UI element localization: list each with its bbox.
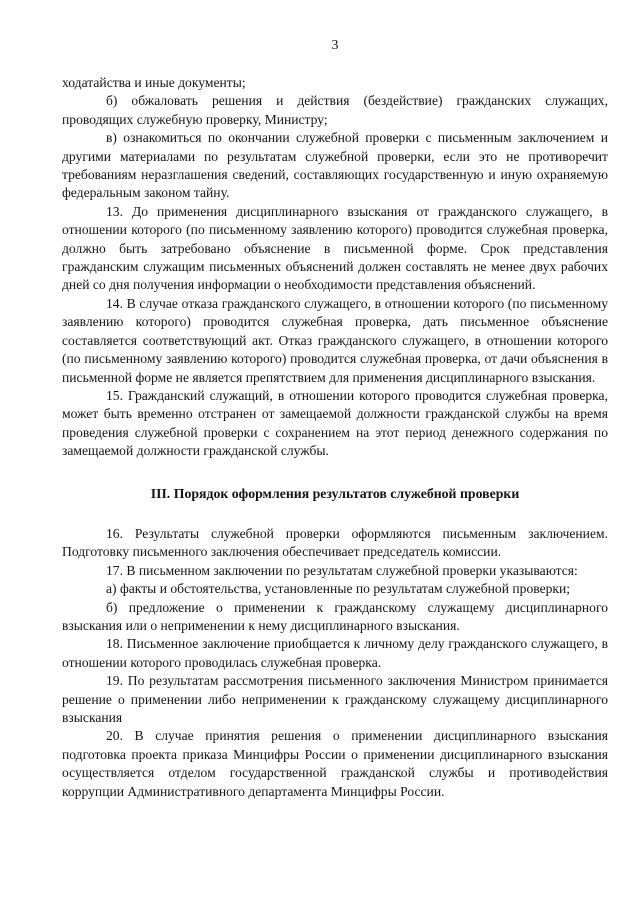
paragraph: 16. Результаты служебной проверки оформляются письменным заключением. Подготовку письменного заключения обеспечивает председатель комиссии.: [62, 525, 608, 560]
paragraph: а) факты и обстоятельства, установленные по результатам служебной проверки;: [106, 581, 571, 597]
paragraph: 20. В случае принятия решения о применении дисциплинарного взыскания подготовка проекта приказа Минцифры России о применении дисциплинарного взыскания осуществляется отделом государственной гражданской службы и противодействия коррупции Административного департамента Минцифры России.: [62, 728, 608, 799]
top-section: [62, 74, 608, 461]
paragraph: ходатайства и иные документы;: [62, 75, 246, 90]
page-number: 3: [331, 38, 339, 53]
paragraph: 15. Гражданский служащий, в отношении которого проводится служебная проверка, может быть временно отстранен от замещаемой должности гражданской службы на время проведения служебной проверки с сохранением на этот период денежного содержания по замещаемой должности гражданской службы.: [62, 387, 608, 459]
paragraph: 18. Письменное заключение приобщается к личному делу гражданского служащего, в отношении которого проводилась служебная проверка.: [62, 636, 608, 670]
paragraph: б) обжаловать решения и действия (бездействие) гражданских служащих, проводящих служебную проверку, Министру;: [62, 93, 608, 127]
paragraph: 14. В случае отказа гражданского служащего, в отношении которого (по письменному заявлению которого) проводится служебная проверка, дать письменное объяснение составляется соответствующий акт. Отказ гражданского служащего, в отношении которого (по письменному заявлению которого) проводится служебная проверка, от дачи объяснения в письменной форме не является препятствием для применения дисциплинарного взыскания.: [62, 295, 608, 385]
bottom-section: [62, 525, 608, 801]
paragraph: 17. В письменном заключении по результатам служебной проверки указываются:: [106, 562, 578, 578]
section-heading: III. Порядок оформления результатов служебной проверки: [150, 485, 520, 501]
paragraph: б) предложение о применении к гражданскому служащему дисциплинарного взыскания или о неприменении к нему дисциплинарного взыскания.: [62, 599, 608, 633]
paragraph: 19. По результатам рассмотрения письменного заключения Министром принимается решение о применении либо неприменении к гражданскому служащему дисциплинарного взыскания: [62, 673, 608, 725]
paragraph: 13. До применения дисциплинарного взыскания от гражданского служащего, в отношении которого (по письменному заявлению которого) проводится служебная проверка, должно быть затребовано объяснение в письменной форме. Срок представления гражданским служащим письменных объяснений должен составлять не менее двух рабочих дней со дня получения информации о необходимости представления объяснений.: [62, 203, 608, 293]
paragraph: в) ознакомиться по окончании служебной проверки с письменным заключением и другими материалами по результатам служебной проверки, если это не противоречит требованиям неразглашения сведений, составляющих государственную и иную охраняемую федеральным законом тайну.: [62, 130, 608, 201]
